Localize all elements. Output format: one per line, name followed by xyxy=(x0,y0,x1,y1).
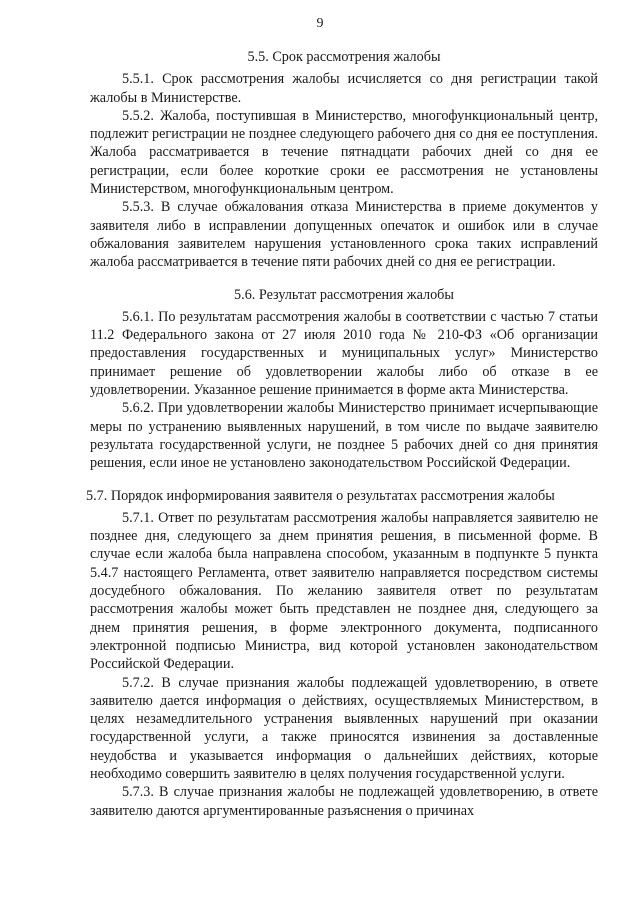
paragraph: 5.6.1. По результатам рассмотрения жалобы в соответствии с частью 7 статьи 11.2 Федерального закона от 27 июля 2010 года № 210-ФЗ «Об организации предоставления государственных и муниципальных услуг» Министерство принимает решение об удовлетворении жалобы либо об отказе в ее удовлетворении. Указанное решение принимается в форме акта Министерства. xyxy=(90,308,598,399)
paragraph: 5.7.2. В случае признания жалобы подлежащей удовлетворению, в ответе заявителю дается информация о действиях, осуществляемых Министерством, в целях незамедлительного устранения выявленных нарушений при оказании государственной услуги, а также приносятся извинения за доставленные неудобства и указывается информация о дальнейших действиях, которые необходимо совершить заявителю в целях получения государственной услуги. xyxy=(90,674,598,782)
section-heading: 5.5. Срок рассмотрения жалобы xyxy=(247,49,441,65)
section-5-5 xyxy=(90,48,598,272)
paragraph: 5.5.2. Жалоба, поступившая в Министерство, многофункциональный центр, подлежит регистрации не позднее следующего рабочего дня со дня ее поступления. Жалоба рассматривается в течение пятнадцати рабочих дней со дня ее регистрации, если более короткие сроки ее рассмотрения не установлены Министерством, многофункциональным центром. xyxy=(90,107,598,198)
paragraph: 5.5.3. В случае обжалования отказа Министерства в приеме документов у заявителя либо в исправлении допущенных опечаток и ошибок или в случае обжалования заявителем нарушения установленного срока таких исправлений жалоба рассматривается в течение пяти рабочих дней со дня ее регистрации. xyxy=(90,199,598,271)
page-number: 9 xyxy=(316,16,324,31)
section-heading: 5.7. Порядок информирования заявителя о результатах рассмотрения жалобы xyxy=(86,487,555,504)
paragraph: 5.7.3. В случае признания жалобы не подлежащей удовлетворению, в ответе заявителю даются аргументированные разъяснения о причинах xyxy=(90,784,598,819)
paragraph: 5.6.2. При удовлетворении жалобы Министерство принимает исчерпывающие меры по устранению выявленных нарушений, в том числе по выдаче заявителю результата государственной услуги, не позднее 5 рабочих дней со дня принятия решения, если иное не установлено законодательством Российской Федерации. xyxy=(90,400,598,472)
paragraph: 5.7.1. Ответ по результатам рассмотрения жалобы направляется заявителю не позднее дня, следующего за днем принятия решения, в письменной форме. В случае если жалоба была направлена способом, указанным в подпункте 5 пункта 5.4.7 настоящего Регламента, ответ заявителю направляется посредством системы досудебного обжалования. По желанию заявителя ответ по результатам рассмотрения жалобы может быть представлен не позднее дня, следующего за днем принятия решения, в форме электронного документа, подписанного электронной подписью Министра, вид которой установлен законодательством Российской Федерации. xyxy=(90,509,598,673)
document-body xyxy=(86,48,598,834)
section-5-6 xyxy=(90,286,598,473)
section-heading: 5.6. Результат рассмотрения жалобы xyxy=(234,286,454,303)
paragraph: 5.5.1. Срок рассмотрения жалобы исчисляется со дня регистрации такой жалобы в Министерстве. xyxy=(90,71,598,106)
section-5-7 xyxy=(86,487,598,820)
